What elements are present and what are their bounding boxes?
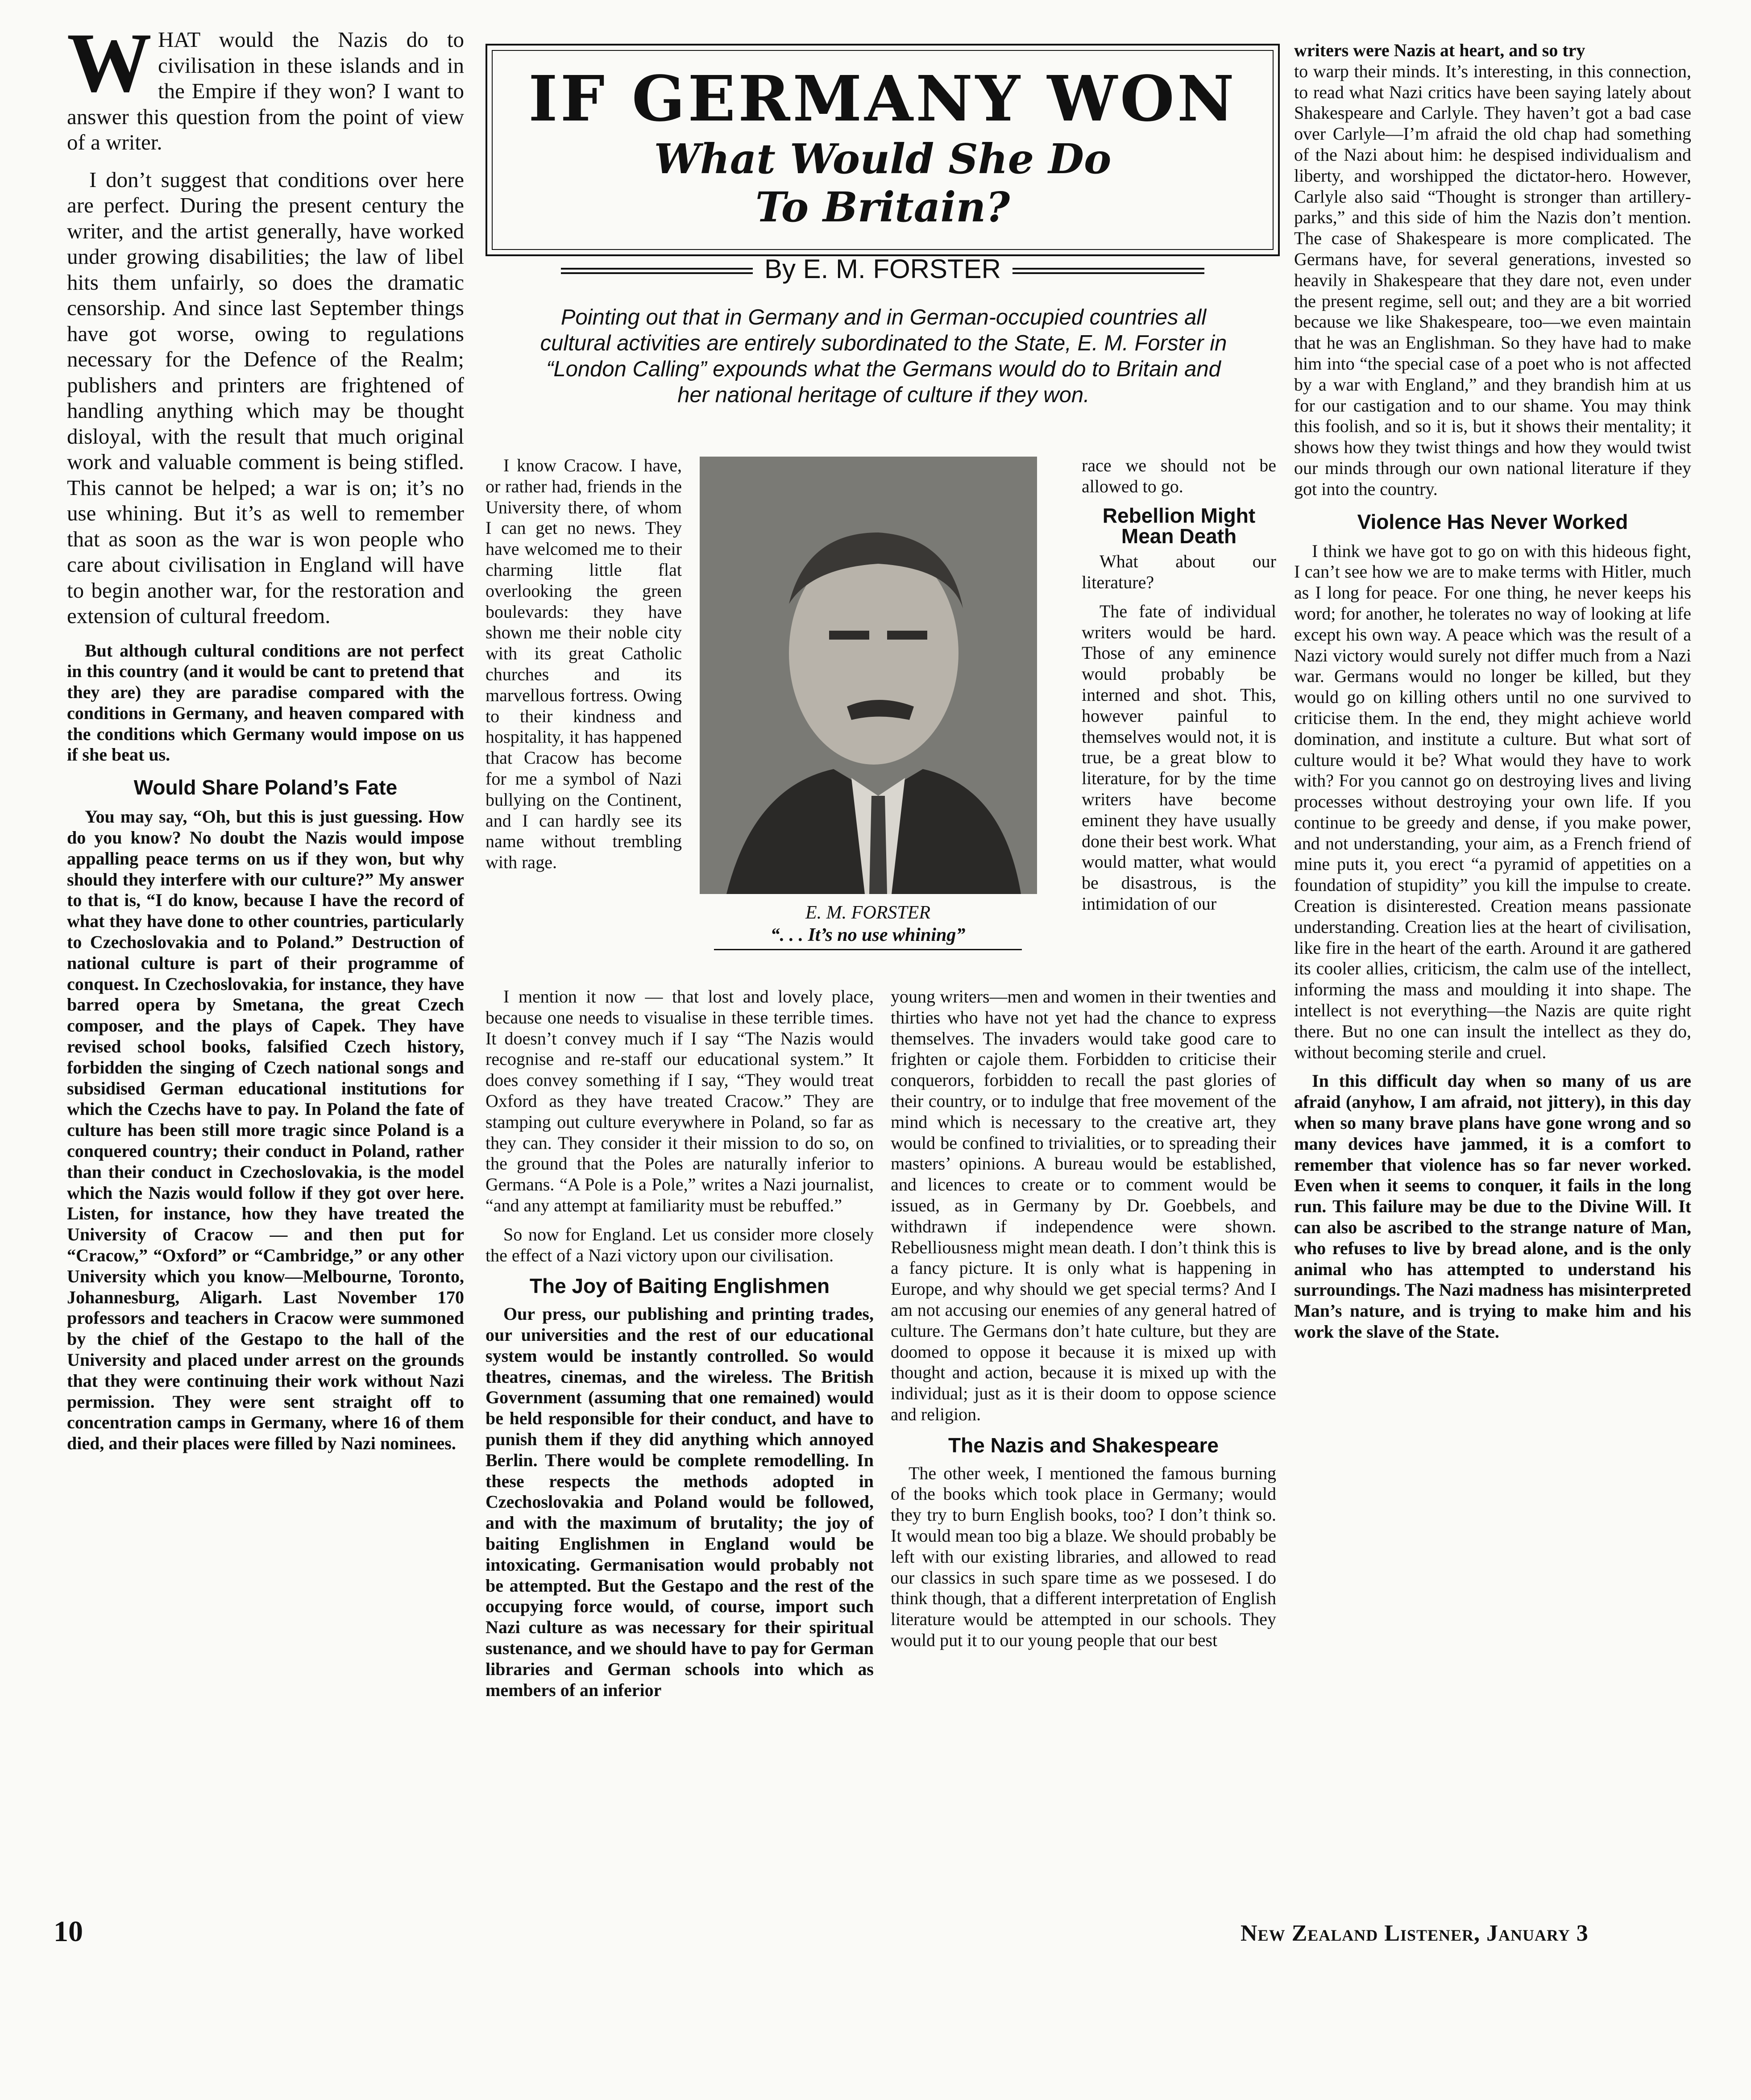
- headline-box: [485, 44, 1280, 256]
- press-paragraph: Our press, our publishing and printing trades, our universities and the rest of our educational system would be instantly controlled. So would theatres, cinemas, and the wireless. The British Government (assuming that one remained) would be held responsible for their conduct, and have to punish them if they did anything which annoyed Berlin. There would be complete remodelling. In these respects the methods adopted in Czechoslovakia and Poland would be followed, and with the maximum of brutality; the joy of baiting Englishmen in England would be intoxicating. Germanisation would probably not be attempted. But the Gestapo and the rest of the occupying force would, of course, import such Nazi culture as was necessary for their spiritual sustenance, and we should have to pay for German libraries and German schools into which as members of an inferior: [485, 1304, 874, 1700]
- column-4: [1294, 40, 1691, 1351]
- poland-section: [67, 807, 464, 1454]
- literature-question: What about our literature?: [1082, 551, 1276, 592]
- byline-rule-left: [561, 268, 753, 274]
- bold-summary: [67, 640, 464, 766]
- caption-name: E. M. FORSTER: [805, 902, 930, 923]
- headline-title: IF GERMANY WON: [528, 62, 1237, 136]
- mention-paragraph: I mention it now — that lost and lovely place, because one needs to visualise in these terrible times. It doesn’t convey much if I say “The Nazis would recognise and re-staff our educational system.” It does convey something if I say, “They would treat Oxford as they have treated Cracow.” They are stamping out culture everywhere in Poland, so far as they can. They consider it their mission to do so, on the ground that the Poles are naturally inferior to Germans. “A Pole is a Pole,” writes a Nazi journalist, “and any attempt at familiarity must be rebuffed.”: [485, 986, 874, 1215]
- cracow-paragraph: I know Cracow. I have, or rather had, friends in the University there, of whom I can get no news. They have welcomed me to their charming little flat overlooking the green boulevards: they have shown me their noble city with its great Catholic churches and its marvellous fortress. Owing to their kindness and hospitality, it has happened that Cracow has become for me a symbol of Nazi bullying on the Continent, and I can hardly see its name without trembling with rage.: [485, 455, 682, 873]
- headline-subtitle-line-1: What Would She Do: [654, 135, 1112, 183]
- subhead-rebellion: Rebellion Might Mean Death: [1102, 503, 1256, 548]
- page-number: 10: [54, 1915, 83, 1948]
- column-1: [67, 16, 464, 1462]
- writers-fate-paragraph: The fate of individual writers would be hard. Those of any eminence would probably be interned and shot. This, however painful to themselves would not, it is true, be a great blow to literature, for by the time writers have become eminent they have usually done their best work. What would matter, what would be disastrous, is the intimidation of our: [1082, 601, 1276, 914]
- intro-paragraph-2: I don’t suggest that conditions over here are perfect. During the present century the writer, and the artist generally, have worked under growing disabilities; the law of libel hits them unfairly, so does the dramatic censorship. And since last September things have got worse, owing to regulations necessary for the Defence of the Realm; publishers and printers are frightened of handling anything which may be thought disloyal, with the result that much original work and valuable comment is being stifled. This cannot be helped; a war is on; it’s no use whining. But it’s as well to remember that as soon as the war is won people who care about civilisation in England will have to begin another war, for the restoration and extension of cultural freedom.: [67, 167, 464, 628]
- column-4-top: [1294, 40, 1691, 500]
- subhead-baiting: The Joy of Baiting Englishmen: [529, 1274, 830, 1298]
- body-paragraph: You may say, “Oh, but this is just guessing. How do you know? No doubt the Nazis would impose appalling peace terms on us if they won, but why should they interfere with our culture?” My answer to that is, “I do know, because I have the record of what they have done to other countries, particularly to Czechoslovakia and to Poland.” Destruction of national culture is part of their programme of conquest. In Czechoslovakia, for instance, they have barred opera by Smetana, the great Czech composer, and the plays of Capek. They have revised school books, falsified Czech history, forbidden the singing of Czech national songs and subsidised German educational institutions for which the Czechs have to pay. In Poland the fate of culture has been still more tragic since Poland is a conquered country; their conduct in Poland, rather than their conduct in Czechoslovakia, is the model which the Nazis would follow if they got over here. Listen, for instance, how they have treated the University of Cracow — and then put for “Cracow,” “Oxford” or “Cambridge,” or any other University which you know—Melbourne, Toronto, Johannesburg, Aligarh. Last November 170 professors and teachers in Cracow were summoned by the chief of the Gestapo to the hall of the University and placed under arrest on the grounds that they were continuing their work without Nazi permission. They were sent straight off to concentration camps in Germany, where 16 of them died, and their places were filled by Nazi nominees.: [67, 807, 464, 1454]
- intro-section: [67, 16, 464, 629]
- intro-paragraph-1: HAT would the Nazis do to civilisation in these islands and in the Empire if they won? I want to answer this question from the point of view of a writer.: [67, 27, 464, 154]
- young-writers-paragraph: young writers—men and women in their twenties and thirties who have not yet had the chance to express themselves. The invaders would take good care to frighten or cajole them. Forbidden to criticise their conquerors, forbidden to recall the past glories of their country, or to indulge that free movement of the mind which is necessary to the creative art, they would be confined to trivialities, or to spreading their masters’ opinions. A bureau would be established, and licences to create or to comment would be issued, as in Germany by Dr. Goebbels, and withdrawn if independence were shown. Rebelliousness might mean death. I don’t think this is a fancy picture. It is only what is happening in Europe, and why should we get special terms? And I am not accusing our enemies of any general hatred of culture. The Germans don’t hate culture, but they are doomed to oppose it because it is mixed up with thought and action, because it is mixed up with the individual; just as it is their doom to oppose science and religion.: [891, 986, 1276, 1424]
- author-photo: [700, 457, 1037, 890]
- hitler-paragraph: I think we have got to go on with this hideous fight, I can’t see how we are to make terms with Hitler, much as I long for peace. For one thing, he never keeps his word; for another, he tolerates no way of looking at life except his own way. A peace which was the result of a Nazi victory would surely not differ much from a Nazi war. Germans would no longer be killed, but they would go on killing others until no one survived to criticise them. In the end, they might achieve world domination, and institute a culture. But what sort of culture would it be? What would they have to work with? For you cannot go on destroying lives and living processes without destroying your own life. If you continue to be greedy and dense, if you make power, and not understanding, your aim, as a French friend of mine puts it, you erect “a pyramid of appetities on a foundation of stupidity” you kill the impulse to create. Creation is disinterested. Creation means passionate understanding. Creation lies at the heart of civilisation, like fire in the heart of the earth. Around it are gathered its cooler allies, criticism, the calm use of the intellect, informing the mass and moulding it into shape. The intellect is not everything—the Nazis are quite right there. But no one can insult the intellect as they do, without becoming sterile and cruel.: [1294, 541, 1691, 1062]
- race-line: race we should not be allowed to go.: [1082, 455, 1276, 496]
- shakespeare-paragraph: The other week, I mentioned the famous burning of the books which took place in Germany; would they try to burn English books, too? I don’t think so. It would mean too big a blaze. We should probably be left with our existing libraries, and allowed to read our classics in such spare time as we possesed. I do think though, that a different interpretation of English literature would be attempted in our schools. They would put it to our young people that our best: [891, 1463, 1276, 1650]
- headline-inner-border: [492, 50, 1274, 250]
- byline-text: By E. M. FORSTER: [764, 254, 1001, 284]
- subhead-poland: Would Share Poland’s Fate: [133, 776, 398, 799]
- england-paragraph: So now for England. Let us consider more closely the effect of a Nazi victory upon our civilisation.: [485, 1224, 874, 1265]
- violence-section: [1294, 541, 1691, 1343]
- caption-quote: “. . . It’s no use whining”: [770, 925, 966, 945]
- portrait-drawing: [700, 457, 1037, 894]
- bold-first-line: writers were Nazis at heart, and so try: [1294, 40, 1585, 60]
- caption-rule: [714, 949, 1022, 950]
- subhead-violence: Violence Has Never Worked: [1357, 510, 1628, 533]
- publication-masthead: New Zealand Listener, January 3: [1241, 1921, 1589, 1946]
- carlyle-paragraph: to warp their minds. It’s interesting, in this connection, to read what Nazi critics have been saying lately about Shakespeare and Carlyle. They haven’t got a bad case over Carlyle—I’m afraid the old chap had something of the Nazi about him: he despised individualism and liberty, and worshipped the dictator-hero. However, Carlyle also said “Thought is stronger than artillery-parks,” and this side of him the Nazis don’t mention. The case of Shakespeare is more complicated. The Germans have, for several generations, invested so heavily in Shakespeare that they dare not, even under the present regime, sell out; and they are a bit worried because we like Shakespeare, too—we even maintain that he was an Englishman. So they have had to make him into “the special case of a poet who is not affected by a war with England,” and they brandish him at us for our castigation and to our shame. You may think this foolish, and so it is, but it shows their mentality; it shows how they twist things and how they would twist our minds through our own national literature if they got into the country.: [1294, 61, 1691, 499]
- drop-cap: W: [67, 16, 152, 110]
- standfirst: Pointing out that in Germany and in German-occupied countries all cultural activities are entirely subordinated to the State, E. M. Forster in “London Calling” expounds what the Germans would do to Britain and her national heritage of culture if they won.: [540, 305, 1227, 407]
- closing-paragraph: In this difficult day when so many of us are afraid (anyhow, I am afraid, not jittery), in this day when so many brave plans have gone wrong and so many devices have jammed, it is a comfort to remember that violence has so far never worked. Even when it seems to conquer, it fails in the long run. This failure may be due to the Divine Will. It can also be ascribed to the strange nature of Man, who refuses to live by bread alone, and is the only animal who has attempted to understand his surroundings. The Nazi madness has misinterpreted Man’s nature, and is trying to make him and his work the slave of the State.: [1294, 1071, 1691, 1342]
- column-3-wide: [891, 986, 1276, 1659]
- column-2-wide: [485, 986, 874, 1709]
- byline-rule-right: [1012, 268, 1204, 274]
- byline: [485, 254, 1280, 284]
- subhead-shakespeare: The Nazis and Shakespeare: [948, 1433, 1219, 1457]
- photo-caption: [687, 902, 1049, 950]
- column-2-narrow: [485, 455, 682, 881]
- headline-subtitle-line-2: To Britain?: [755, 183, 1010, 231]
- bold-paragraph: But although cultural conditions are not perfect in this country (and it would be cant to pretend that they are) they are paradise compared with the conditions in Germany, and heaven compared with the conditions which Germany would impose on us if she beat us.: [67, 640, 464, 765]
- author-portrait: [700, 457, 1037, 894]
- column-3-narrow: [1082, 455, 1276, 923]
